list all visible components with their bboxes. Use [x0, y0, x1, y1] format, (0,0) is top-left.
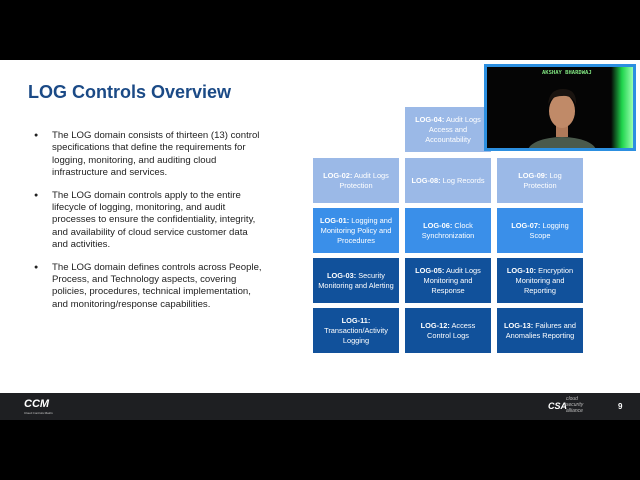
csa-logo-text: cloud security alliance — [566, 396, 584, 414]
ccm-logo: CCM — [24, 398, 50, 410]
control-name: Encryption Monitoring and Reporting — [515, 265, 574, 295]
control-label — [501, 171, 579, 191]
control-id: LOG-09: — [518, 170, 548, 180]
control-box-log-10 — [497, 258, 583, 303]
control-id: LOG-01: — [320, 215, 350, 225]
control-label — [409, 115, 487, 145]
control-id: LOG-07: — [511, 220, 541, 230]
control-box-log-08 — [405, 158, 491, 203]
control-name: Transaction/Activity Logging — [324, 325, 388, 345]
bullet-list — [34, 130, 264, 321]
control-box-log-05 — [405, 258, 491, 303]
control-name: Access Control Logs — [427, 320, 476, 340]
control-box-log-13 — [497, 308, 583, 353]
control-label — [317, 316, 395, 346]
control-box-log-02 — [313, 158, 399, 203]
control-label — [317, 271, 395, 291]
control-box-log-06 — [405, 208, 491, 253]
control-label — [317, 216, 395, 246]
control-label — [409, 321, 487, 341]
control-name: Failures and Anomalies Reporting — [505, 320, 576, 340]
bullet-item: ● The LOG domain controls apply to the entire lifecycle of logging, monitoring, and audit processes to ensure the confidentiality, integrity, and availability of cloud service customer data and activities. — [34, 190, 264, 252]
control-id: LOG-12: — [420, 320, 450, 330]
control-name: Log Protection — [523, 170, 562, 190]
control-name: Logging Scope — [529, 220, 569, 240]
control-box-log-07 — [497, 208, 583, 253]
control-label — [409, 266, 487, 296]
presenter-video-icon — [527, 79, 597, 151]
bullet-item: ● The LOG domain consists of thirteen (13) control specifications that define the requirements for logging, monitoring, and auditing cloud infrastructure and services. — [34, 130, 264, 180]
control-id: LOG-02: — [323, 170, 353, 180]
slide-title: LOG Controls Overview — [28, 82, 232, 102]
csa-logo: CSA — [548, 401, 568, 411]
slide-footer — [0, 393, 640, 420]
control-id: LOG-10: — [506, 265, 537, 275]
control-label — [409, 221, 487, 241]
bullet-item: ● The LOG domain defines controls across People, Process, and Technology aspects, covering policies, procedures, technical implementation, and monitoring/response capabilities. — [34, 262, 264, 312]
control-label — [501, 321, 579, 341]
control-id: LOG-08: — [411, 175, 441, 185]
control-name: Security Monitoring and Alerting — [318, 270, 394, 290]
control-id: LOG-04: — [415, 114, 445, 124]
control-name: Audit Logs Monitoring and Response — [423, 265, 481, 295]
control-name: Logging and Monitoring Policy and Procedures — [320, 215, 392, 245]
control-id: LOG-03: — [327, 270, 357, 280]
control-box-log-03 — [313, 258, 399, 303]
control-box-log-09 — [497, 158, 583, 203]
control-box-log-01 — [313, 208, 399, 253]
control-name: Audit Logs Access and Accountability — [425, 114, 481, 144]
presenter-name: AKSHAY BHARDWAJ — [542, 70, 592, 76]
control-label — [317, 171, 395, 191]
control-box-log-04 — [405, 107, 491, 152]
control-id: LOG-13: — [504, 320, 534, 330]
control-box-log-11 — [313, 308, 399, 353]
control-id: LOG-11: — [341, 315, 371, 325]
ccm-logo-subtitle: Cloud Controls Matrix — [24, 411, 53, 415]
green-glow-decoration — [611, 67, 633, 148]
control-name: Clock Synchronization — [421, 220, 475, 240]
control-label — [501, 266, 579, 296]
control-name: Audit Logs Protection — [339, 170, 389, 190]
control-label — [411, 176, 484, 186]
control-id: LOG-06: — [423, 220, 453, 230]
control-id: LOG-05: — [415, 265, 445, 275]
webcam-overlay — [484, 64, 636, 151]
control-name: Log Records — [442, 175, 485, 185]
control-label — [501, 221, 579, 241]
page-number: 9 — [618, 402, 623, 411]
control-box-log-12 — [405, 308, 491, 353]
